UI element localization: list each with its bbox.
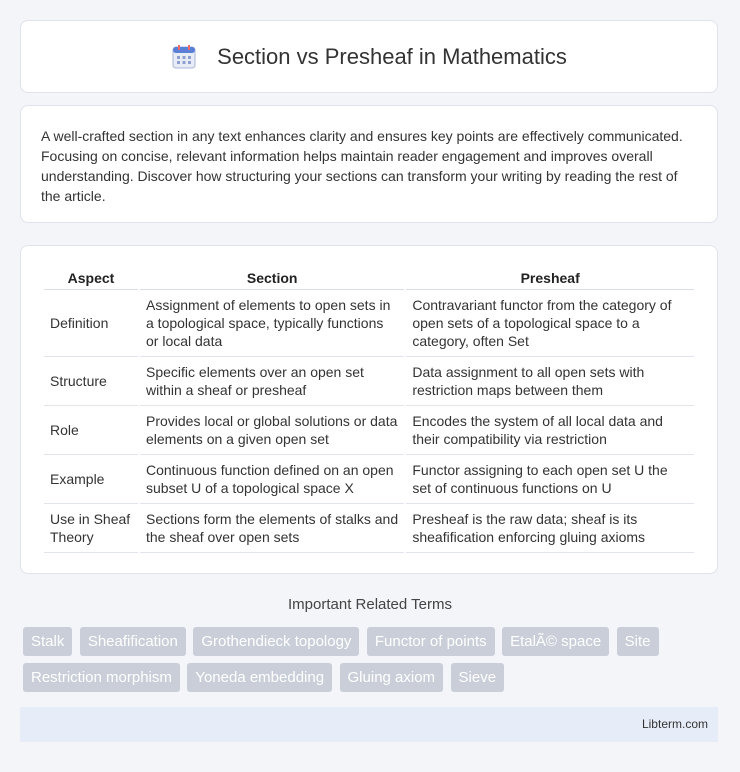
table-row: [44, 406, 694, 455]
header-card: [20, 20, 718, 93]
table-header-row: [44, 266, 694, 290]
comparison-table: [42, 266, 696, 553]
comparison-table-card: [20, 245, 718, 574]
header-section: Section: [140, 266, 404, 290]
tag-sheafification[interactable]: Sheafification: [80, 627, 186, 656]
footer-link[interactable]: Libterm.com: [641, 717, 708, 731]
row-presheaf: Data assignment to all open sets with restriction maps between them: [406, 357, 694, 406]
table-row: [44, 290, 694, 357]
row-aspect: Use in Sheaf Theory: [44, 504, 138, 553]
tag-grothendieck-topology[interactable]: Grothendieck topology: [193, 627, 359, 656]
tag-functor-of-points[interactable]: Functor of points: [367, 627, 495, 656]
calendar-icon: [171, 44, 197, 70]
row-aspect: Definition: [44, 290, 138, 357]
row-presheaf: Encodes the system of all local data and their compatibility via restriction: [406, 406, 694, 455]
tag-restriction-morphism[interactable]: Restriction morphism: [23, 663, 180, 692]
row-aspect: Structure: [44, 357, 138, 406]
intro-text: A well-crafted section in any text enhances clarity and ensures key points are effectively communicated. Focusing on concise, relevant information helps maintain reader engagement and improves overall understanding. Discover how structuring your sections can transform your writing by reading the rest of the article.: [41, 128, 683, 204]
row-aspect: Example: [44, 455, 138, 504]
related-terms-tags: [23, 627, 723, 699]
row-presheaf: Functor assigning to each open set U the set of continuous functions on U: [406, 455, 694, 504]
row-presheaf: Presheaf is the raw data; sheaf is its sheafification enforcing gluing axioms: [406, 504, 694, 553]
row-presheaf: Contravariant functor from the category of open sets of a topological space to a category, often Set: [406, 290, 694, 357]
row-section: Continuous function defined on an open subset U of a topological space X: [140, 455, 404, 504]
page-title: Section vs Presheaf in Mathematics: [217, 43, 567, 69]
row-aspect: Role: [44, 406, 138, 455]
related-terms-title: Important Related Terms: [288, 596, 452, 613]
table-row: [44, 357, 694, 406]
tag-stalk[interactable]: Stalk: [23, 627, 72, 656]
footer: [20, 707, 718, 742]
table-row: [44, 455, 694, 504]
row-section: Sections form the elements of stalks and the sheaf over open sets: [140, 504, 404, 553]
table-row: [44, 504, 694, 553]
tag-gluing-axiom[interactable]: Gluing axiom: [340, 663, 444, 692]
row-section: Specific elements over an open set within a sheaf or presheaf: [140, 357, 404, 406]
tag-site[interactable]: Site: [617, 627, 659, 656]
row-section: Provides local or global solutions or data elements on a given open set: [140, 406, 404, 455]
tag-yoneda-embedding[interactable]: Yoneda embedding: [187, 663, 332, 692]
tag-etale-space[interactable]: EtalÃ© space: [502, 627, 609, 656]
intro-card: [20, 105, 718, 223]
row-section: Assignment of elements to open sets in a topological space, typically functions or local data: [140, 290, 404, 357]
tag-sieve[interactable]: Sieve: [451, 663, 505, 692]
header-presheaf: Presheaf: [406, 266, 694, 290]
header-aspect: Aspect: [44, 266, 138, 290]
